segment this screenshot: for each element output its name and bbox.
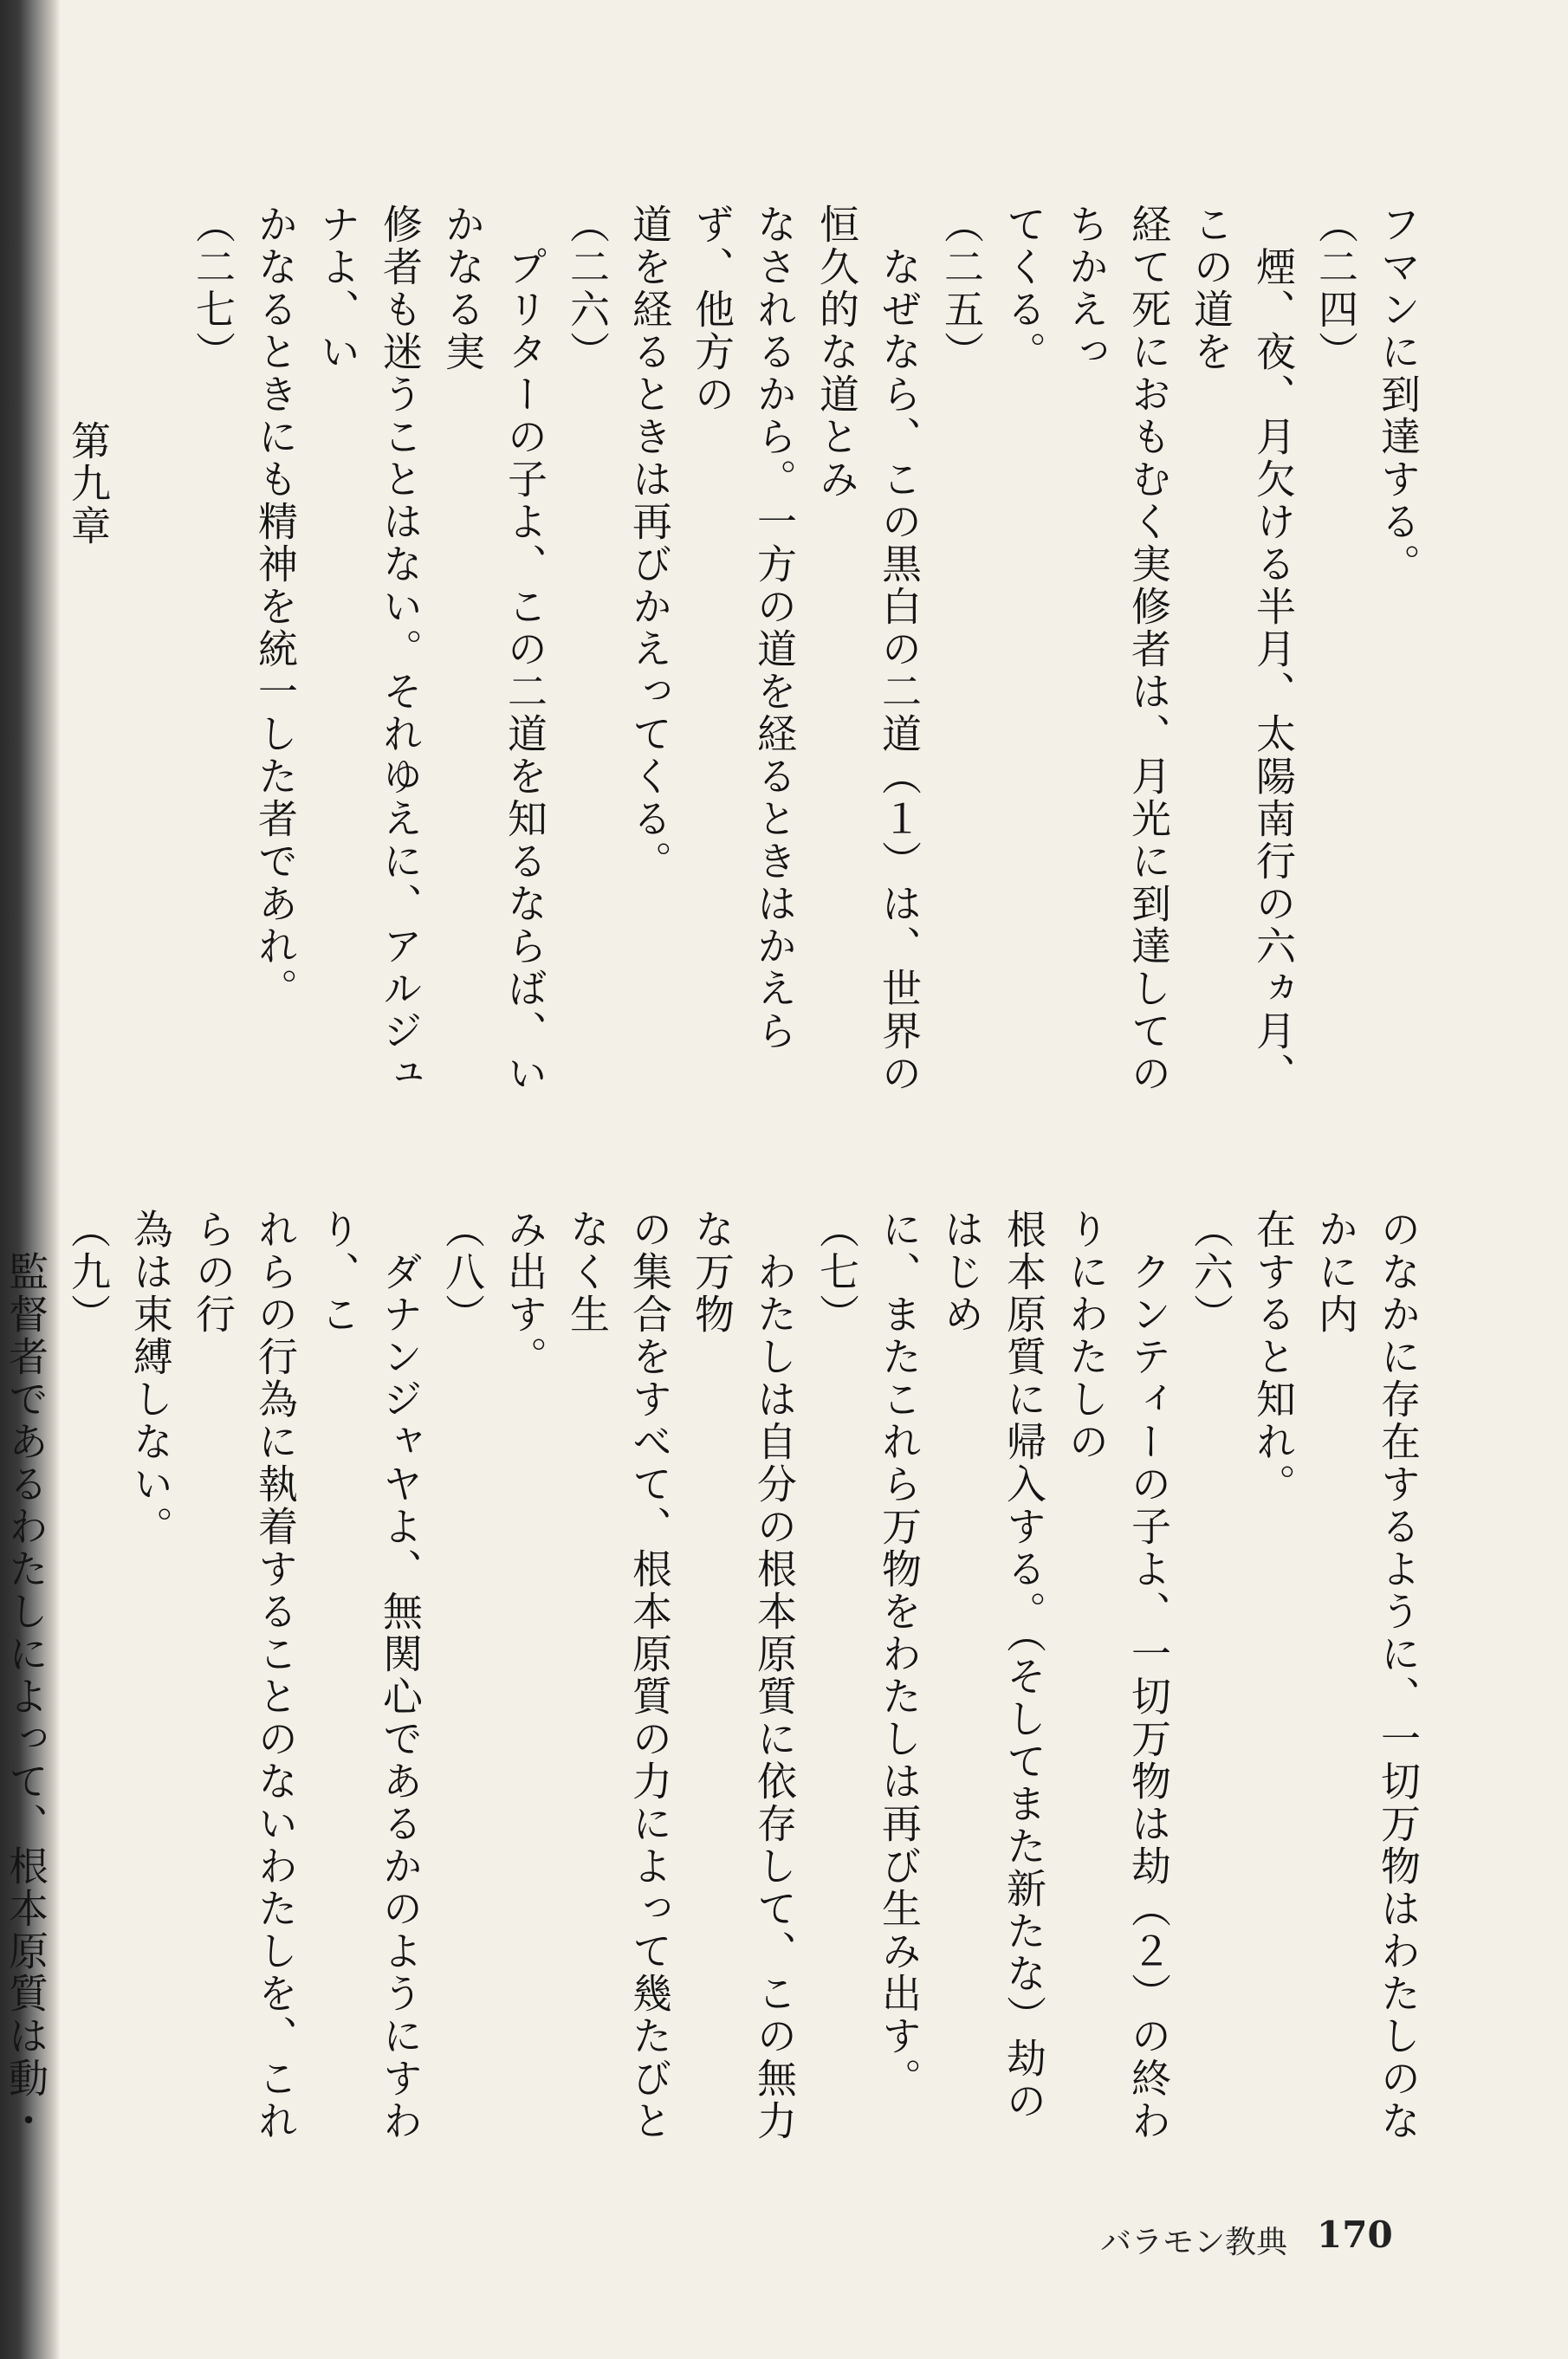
text-line: み出す。 （八） bbox=[439, 1209, 548, 2122]
running-title: バラモン教典 bbox=[1100, 2225, 1288, 2260]
text-line: フマンに到達する。 （二四） bbox=[1312, 204, 1422, 1075]
text-line: 監督者であるわたしによって、根本原質は動・ bbox=[3, 1251, 49, 2142]
chapter-heading: 第九章 bbox=[65, 420, 112, 548]
text-line: の集合をすべて、根本原質の力によって幾たびとなく生 bbox=[564, 1209, 673, 2142]
text-line: なぜなら、この黒白の二道（１）は、世界の恒久的な道とみ bbox=[813, 204, 923, 1095]
text-line: 為は束縛しない。 （九） bbox=[65, 1209, 174, 2122]
text-line bbox=[0, 204, 57, 1135]
text-line: クンティーの子よ、一切万物は劫（２）の終わりにわたしの bbox=[1063, 1209, 1172, 2142]
text-line: わたしは自分の根本原質に依存して、この無力な万物 bbox=[689, 1209, 798, 2142]
text-line: 煙、夜、月欠ける半月、太陽南行の六ヵ月、この道を bbox=[1188, 204, 1297, 1095]
text-line: ダナンジャヤよ、無関心であるかのようにすわり、こ bbox=[314, 1209, 424, 2142]
text-line: てくる。 （二五） bbox=[938, 204, 1047, 1075]
text-line: に、またこれら万物をわたしは再び生み出す。 （七） bbox=[813, 1209, 923, 2122]
text-block-lower bbox=[3, 1209, 1429, 2157]
text-line: 経て死におもむく実修者は、月光に到達してのちかえっ bbox=[1063, 204, 1172, 1095]
text-line: 修者も迷うことはない。それゆえに、アルジュナよ、い bbox=[314, 204, 424, 1095]
text-line: 根本原質に帰入する。（そしてまた新たな）劫のはじめ bbox=[938, 1209, 1047, 2122]
text-line: かなるときにも精神を統一した者であれ。 （二七） bbox=[190, 204, 299, 1075]
text-line: プリターの子よ、この二道を知るならば、いかなる実 bbox=[439, 204, 548, 1095]
text-line: 道を経るときは再びかえってくる。 （二六） bbox=[564, 204, 673, 1075]
text-line: なされるから。一方の道を経るときはかえらず、他方の bbox=[689, 204, 798, 1053]
page-number: 170 bbox=[1317, 2213, 1393, 2256]
text-line: 在すると知れ。 （六） bbox=[1188, 1209, 1297, 2122]
text-line: れらの行為に執着することのないわたしを、これらの行 bbox=[190, 1209, 299, 2142]
text-line bbox=[120, 204, 182, 1135]
text-block-upper bbox=[65, 204, 1429, 1135]
text-line: のなかに存在するように、一切万物はわたしのなかに内 bbox=[1312, 1209, 1422, 2142]
